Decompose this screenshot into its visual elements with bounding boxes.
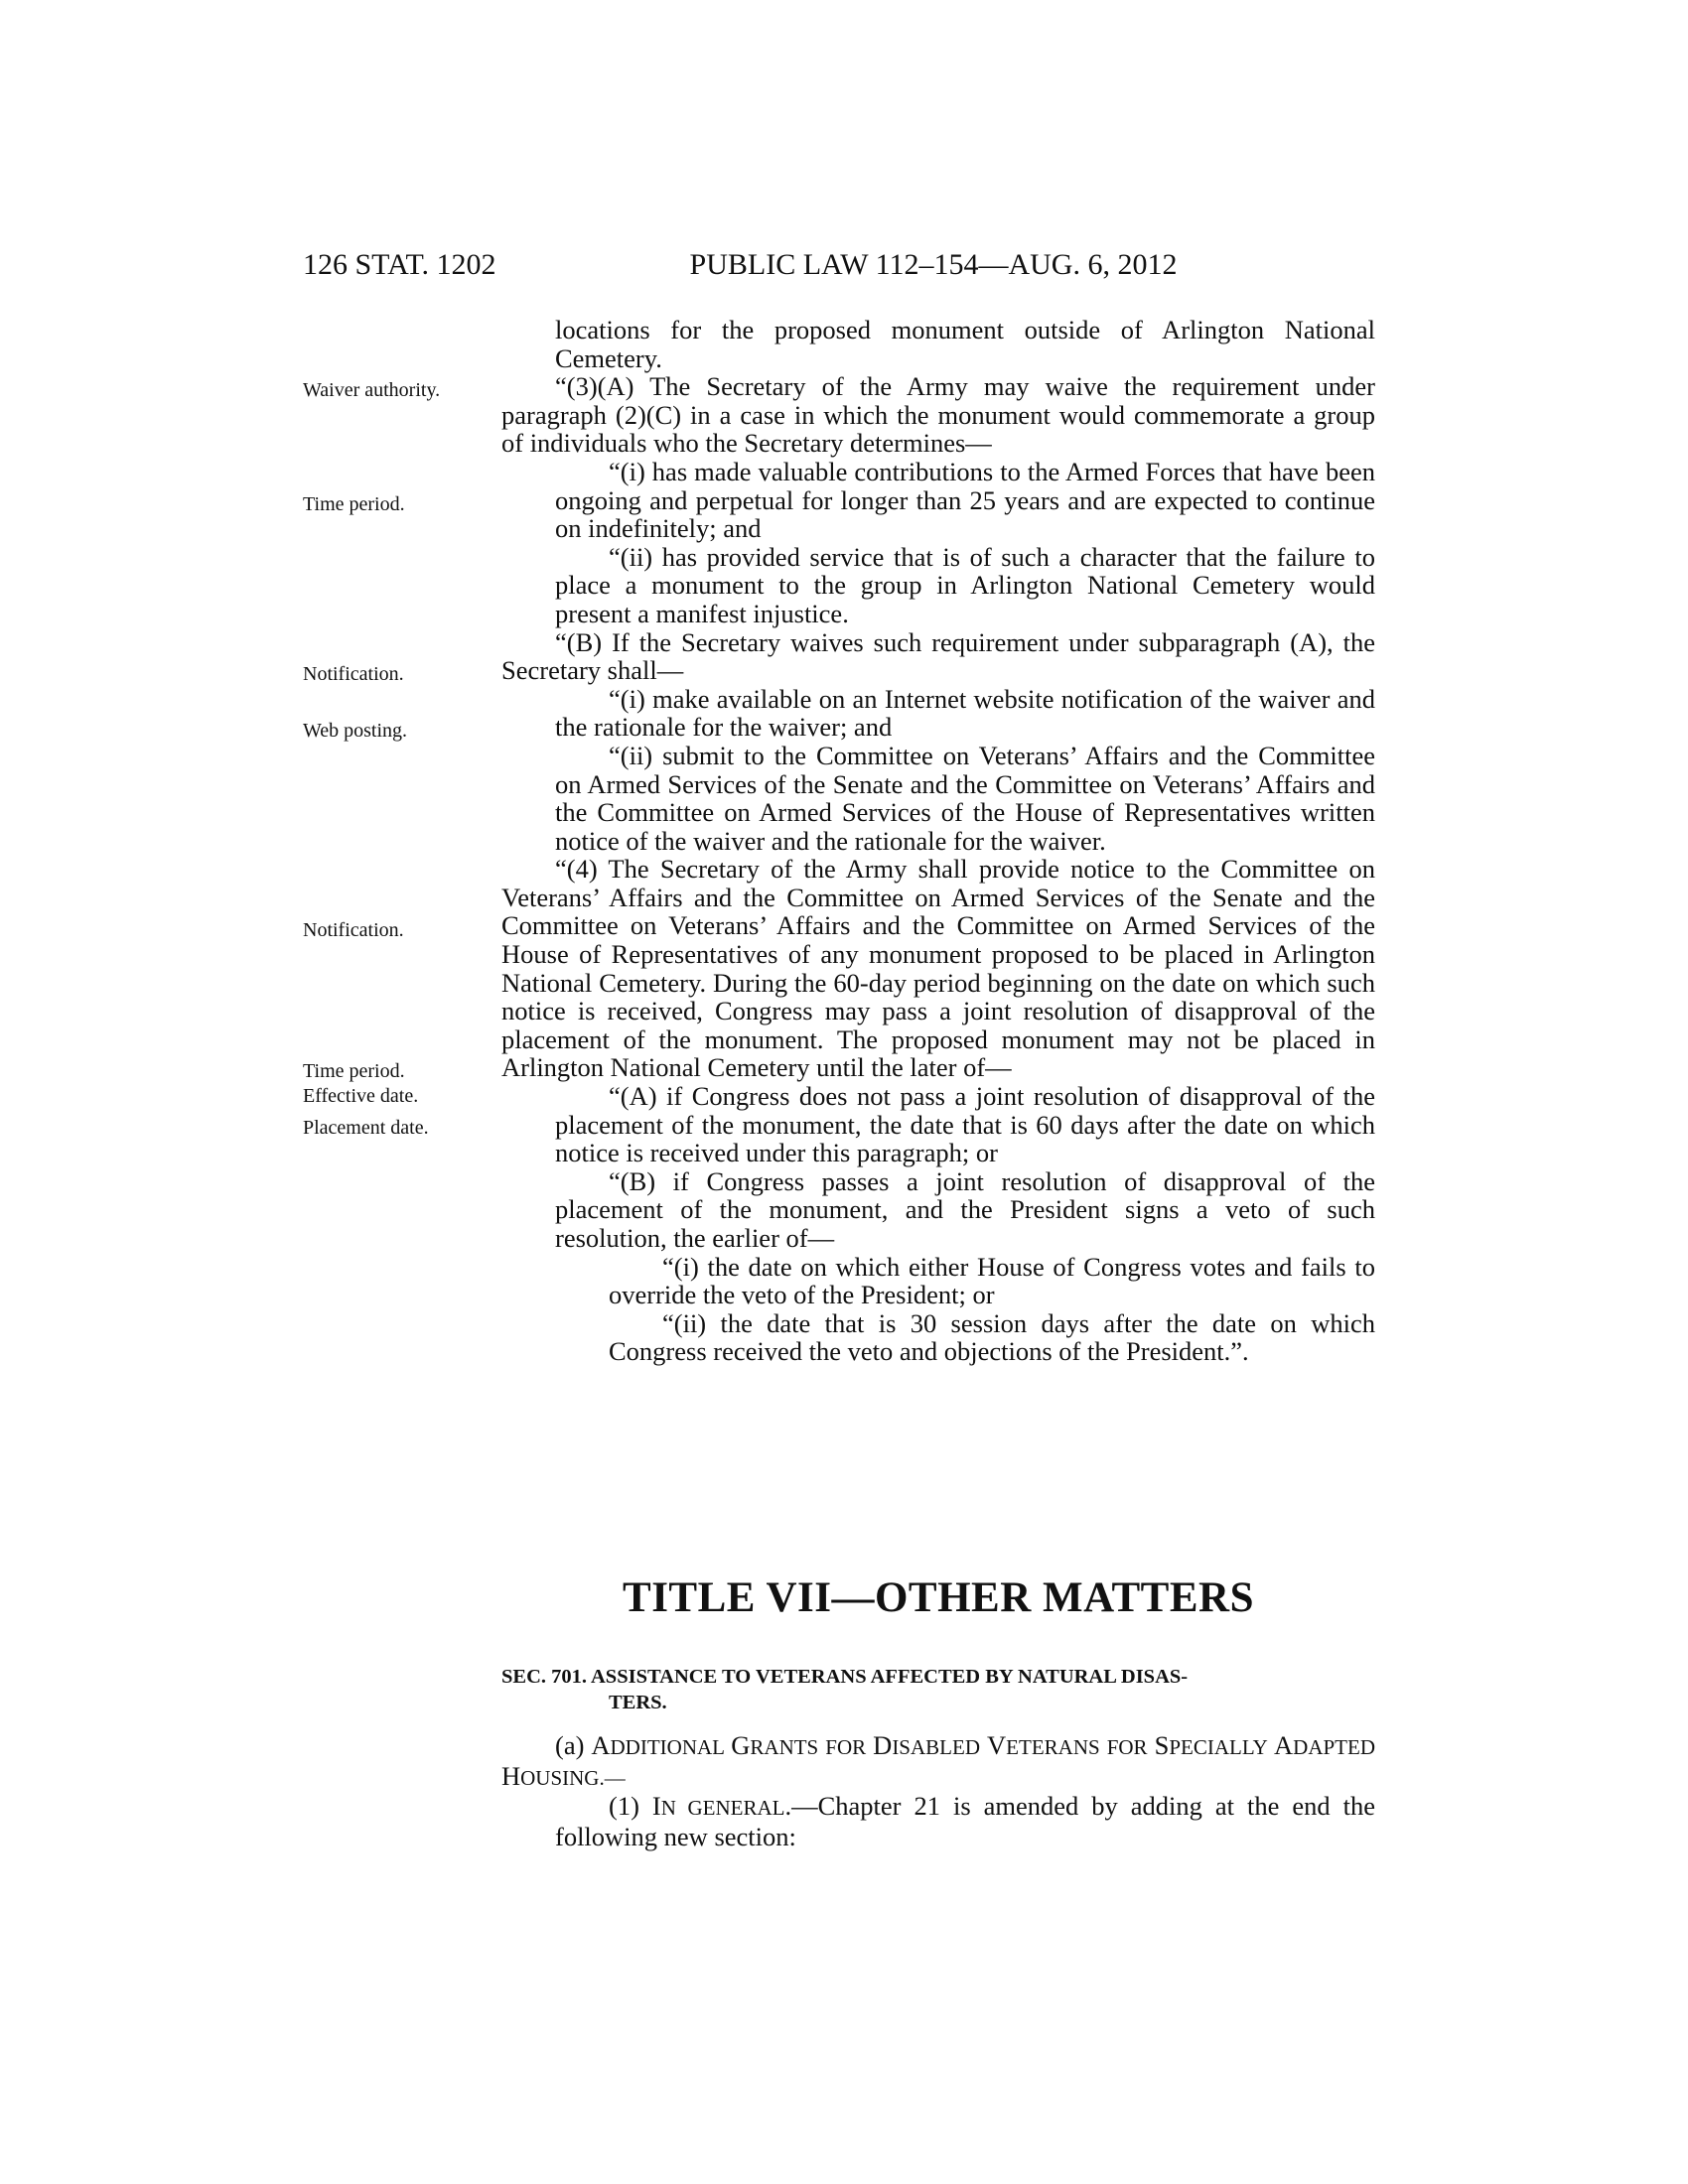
margin-note-notification: Notification. bbox=[303, 919, 404, 941]
page-stat-number: 126 STAT. 1202 bbox=[303, 248, 496, 281]
clause-3B-i: “(i) make available on an Internet website notification of the waiver and the rationale for the waiver; and bbox=[555, 683, 1375, 743]
section-heading-line1: SEC. 701. ASSISTANCE TO VETERANS AFFECTED BY NATURAL DISAS- bbox=[501, 1666, 1189, 1688]
subparagraph-4B: “(B) if Congress passes a joint resolution of disapproval of the placement of the monument, and the President signs a veto of such resolution, the earlier of— bbox=[555, 1165, 1375, 1253]
public-law-title: PUBLIC LAW 112–154—AUG. 6, 2012 bbox=[689, 248, 1178, 281]
section-heading bbox=[501, 1664, 1375, 1715]
margin-note-notification: Notification. bbox=[303, 663, 404, 685]
paragraph-3B: “(B) If the Secretary waives such requirement under subparagraph (A), the Secretary shall— bbox=[501, 626, 1375, 686]
statute-body bbox=[501, 316, 1375, 1366]
clause-3B-ii: “(ii) submit to the Committee on Veterans’ Affairs and the Committee on Armed Services of the Senate and the Committee on Veterans’ Affairs and the Committee on Armed Services of the House of Representatives written notice of the waiver and the rationale for the waiver. bbox=[555, 740, 1375, 856]
margin-note-waiver-authority: Waiver authority. bbox=[303, 379, 441, 401]
subsection-a-heading: (a) ADDITIONAL GRANTS FOR DISABLED VETERANS FOR SPECIALLY ADAPTED HOUSING.— bbox=[501, 1730, 1375, 1791]
paragraph-3A: “(3)(A) The Secretary of the Army may waive the requirement under paragraph (2)(C) in a case in which the monument would commemorate a group of individuals who the Secretary determines— bbox=[501, 371, 1375, 459]
subparagraph-4A: “(A) if Congress does not pass a joint resolution of disapproval of the placement of the monument, the date that is 60 days after the date on which notice is received under this paragraph; or bbox=[555, 1081, 1375, 1168]
paragraph-4: “(4) The Secretary of the Army shall provide notice to the Committee on Veterans’ Affairs and the Committee on Armed Services of the Senate and the Committee on Veterans’ Affairs and the Committee on Armed Services of the House of Representatives of any monument proposed to be placed in Arlington National Cemetery. During the 60-day period beginning on the date on which such notice is received, Congress may pass a joint resolution of disapproval of the placement of the monument. The proposed monument may not be placed in Arlington National Cemetery until the later of— bbox=[501, 854, 1375, 1083]
paragraph-1-in-general: (1) IN GENERAL.—Chapter 21 is amended by adding at the end the following new section: bbox=[555, 1791, 1375, 1851]
margin-note-web-posting: Web posting. bbox=[303, 720, 408, 742]
title-heading: TITLE VII—OTHER MATTERS bbox=[623, 1574, 1254, 1621]
margin-note-time-period: Time period. bbox=[303, 493, 405, 515]
paragraph-continuation: locations for the proposed monument outside of Arlington National Cemetery. bbox=[555, 315, 1375, 373]
section-heading-line2: TERS. bbox=[609, 1692, 667, 1713]
page-header bbox=[303, 248, 1375, 288]
subsection-a bbox=[501, 1731, 1375, 1850]
margin-note-placement-date: Placement date. bbox=[303, 1117, 429, 1139]
clause-3A-i: “(i) has made valuable contributions to the Armed Forces that have been ongoing and perpetual for longer than 25 years and are expected to continue on indefinitely; and bbox=[555, 456, 1375, 544]
clause-4B-i: “(i) the date on which either House of Congress votes and fails to override the veto of the President; or bbox=[609, 1251, 1375, 1310]
margin-note-effective-date: Effective date. bbox=[303, 1085, 419, 1107]
clause-3A-ii: “(ii) has provided service that is of such a character that the failure to place a monument to the group in Arlington National Cemetery would present a manifest injustice. bbox=[555, 541, 1375, 628]
clause-4B-ii: “(ii) the date that is 30 session days after the date on which Congress received the veto and objections of the President.”. bbox=[609, 1307, 1375, 1367]
margin-note-time-period: Time period. bbox=[303, 1060, 405, 1082]
